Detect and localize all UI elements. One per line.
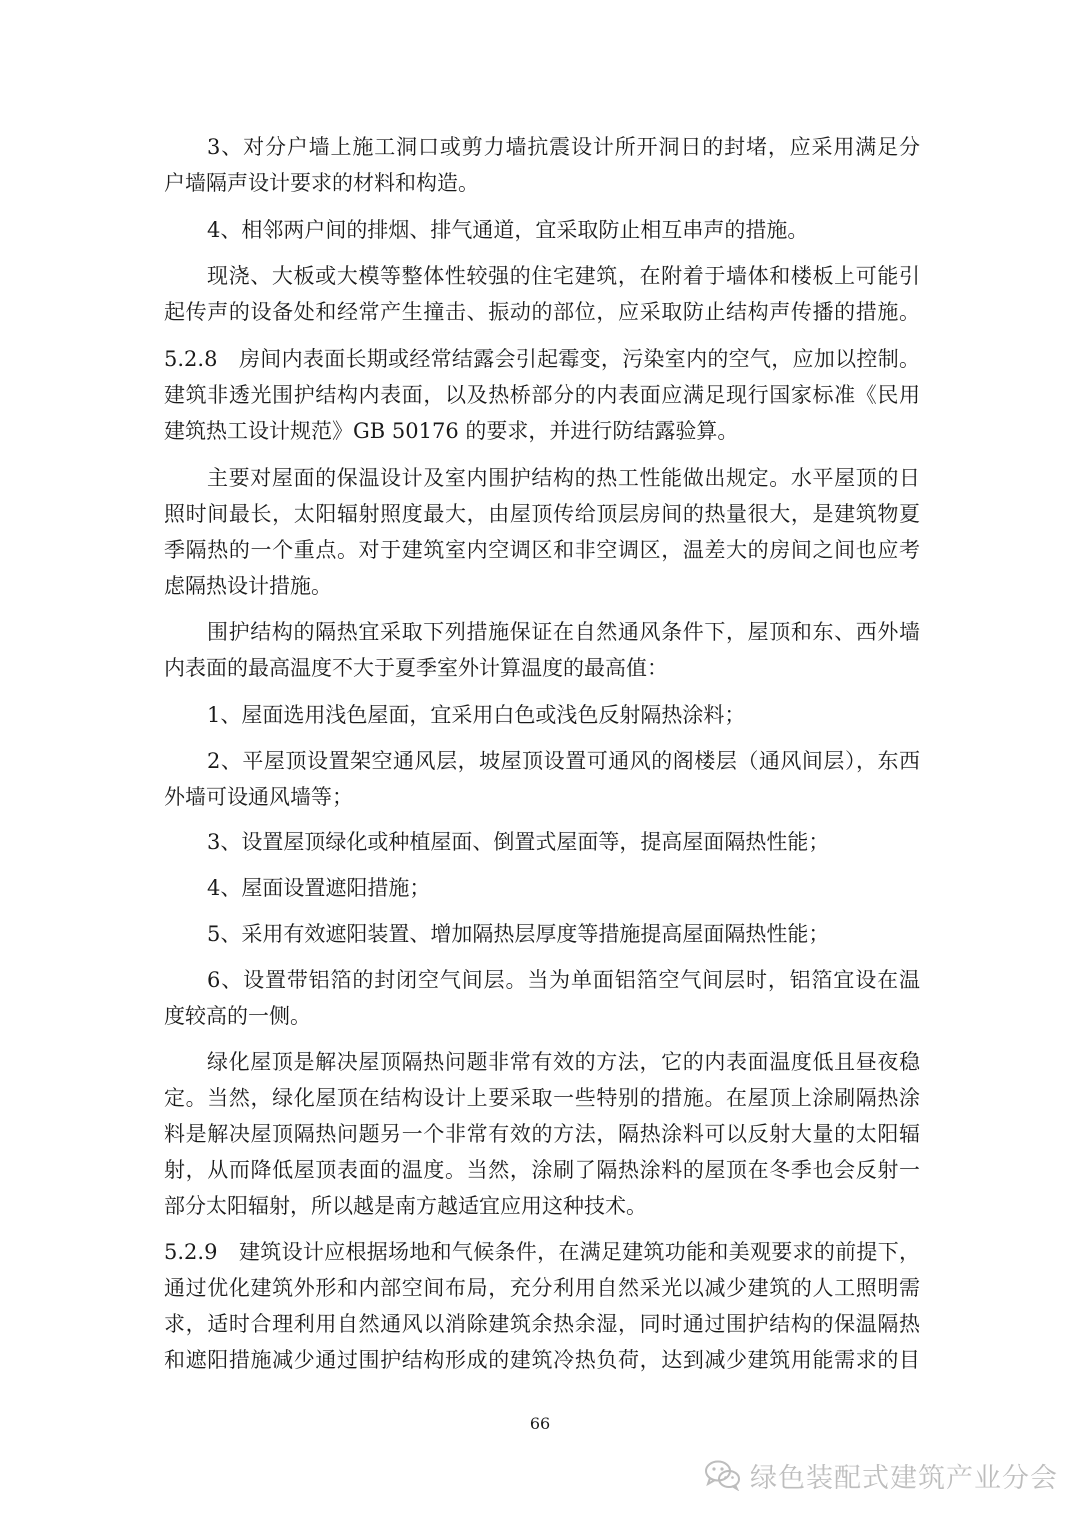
text-line: 料是解决屋顶隔热问题另一个非常有效的方法，隔热涂料可以反射大量的太阳辐 [164,1122,920,1146]
text-line: 1、屋面选用浅色屋面，宜采用白色或浅色反射隔热涂料； [207,703,746,727]
text-line: 4、屋面设置遮阳措施； [207,876,431,900]
text-line: 通过优化建筑外形和内部空间布局，充分利用自然采光以减少建筑的人工照明需 [164,1276,920,1300]
text-line: 内表面的最高温度不大于夏季室外计算温度的最高值： [164,656,668,680]
text-line: 部分太阳辐射，所以越是南方越适宜应用这种技术。 [164,1194,647,1218]
text-line: 3、设置屋顶绿化或种植屋面、倒置式屋面等，提高屋面隔热性能； [207,830,830,854]
text-line: 5.2.9 建筑设计应根据场地和气候条件，在满足建筑功能和美观要求的前提下， [164,1240,920,1264]
text-line: 虑隔热设计措施。 [164,574,332,598]
text-line: 外墙可设通风墙等； [164,785,353,809]
text-line: 现浇、大板或大模等整体性较强的住宅建筑，在附着于墙体和楼板上可能引 [207,264,920,288]
text-line: 围护结构的隔热宜采取下列措施保证在自然通风条件下，屋顶和东、西外墙 [207,620,920,644]
text-line: 3、对分户墙上施工洞口或剪力墙抗震设计所开洞日的封堵，应采用满足分 [207,135,920,159]
page-number: 66 [529,1414,551,1433]
text-line: 2、平屋顶设置架空通风层，坡屋顶设置可通风的阁楼层（通风间层），东西 [207,749,920,773]
text-line: 射，从而降低屋顶表面的温度。当然，涂刷了隔热涂料的屋顶在冬季也会反射一 [164,1158,920,1182]
text-line: 绿化屋顶是解决屋顶隔热问题非常有效的方法，它的内表面温度低且昼夜稳 [207,1050,920,1074]
text-line: 季隔热的一个重点。对于建筑室内空调区和非空调区，温差大的房间之间也应考 [164,538,920,562]
text-line: 求，适时合理利用自然通风以消除建筑余热余湿，同时通过围护结构的保温隔热 [164,1312,920,1336]
text-line: 5、采用有效遮阳装置、增加隔热层厚度等措施提高屋面隔热性能； [207,922,830,946]
text-line: 定。当然，绿化屋顶在结构设计上要采取一些特别的措施。在屋顶上涂刷隔热涂 [164,1086,920,1110]
text-line: 户墙隔声设计要求的材料和构造。 [164,171,479,195]
text-line: 和遮阳措施减少通过围护结构形成的建筑冷热负荷，达到减少建筑用能需求的目 [164,1348,920,1372]
text-line: 度较高的一侧。 [164,1004,311,1028]
text-line: 建筑非透光围护结构内表面，以及热桥部分的内表面应满足现行国家标准《民用 [164,383,920,407]
text-line: 照时间最长，太阳辐射照度最大，由屋顶传给顶层房间的热量很大，是建筑物夏 [164,502,920,526]
text-line: 建筑热工设计规范》GB 50176 的要求，并进行防结露验算。 [164,419,739,443]
text-line: 5.2.8 房间内表面长期或经常结露会引起霉变，污染室内的空气，应加以控制。 [164,347,920,371]
text-line: 起传声的设备处和经常产生撞击、振动的部位，应采取防止结构声传播的措施。 [164,300,920,324]
text-line: 4、相邻两户间的排烟、排气通道，宜采取防止相互串声的措施。 [207,218,809,242]
watermark-text: 绿色装配式建筑产业分会 [750,1462,1058,1494]
text-line: 6、设置带铝箔的封闭空气间层。当为单面铝箔空气间层时，铝箔宜设在温 [207,968,920,992]
text-line: 主要对屋面的保温设计及室内围护结构的热工性能做出规定。水平屋顶的日 [207,466,920,490]
watermark [704,1455,1058,1495]
wechat-icon [704,1459,742,1491]
